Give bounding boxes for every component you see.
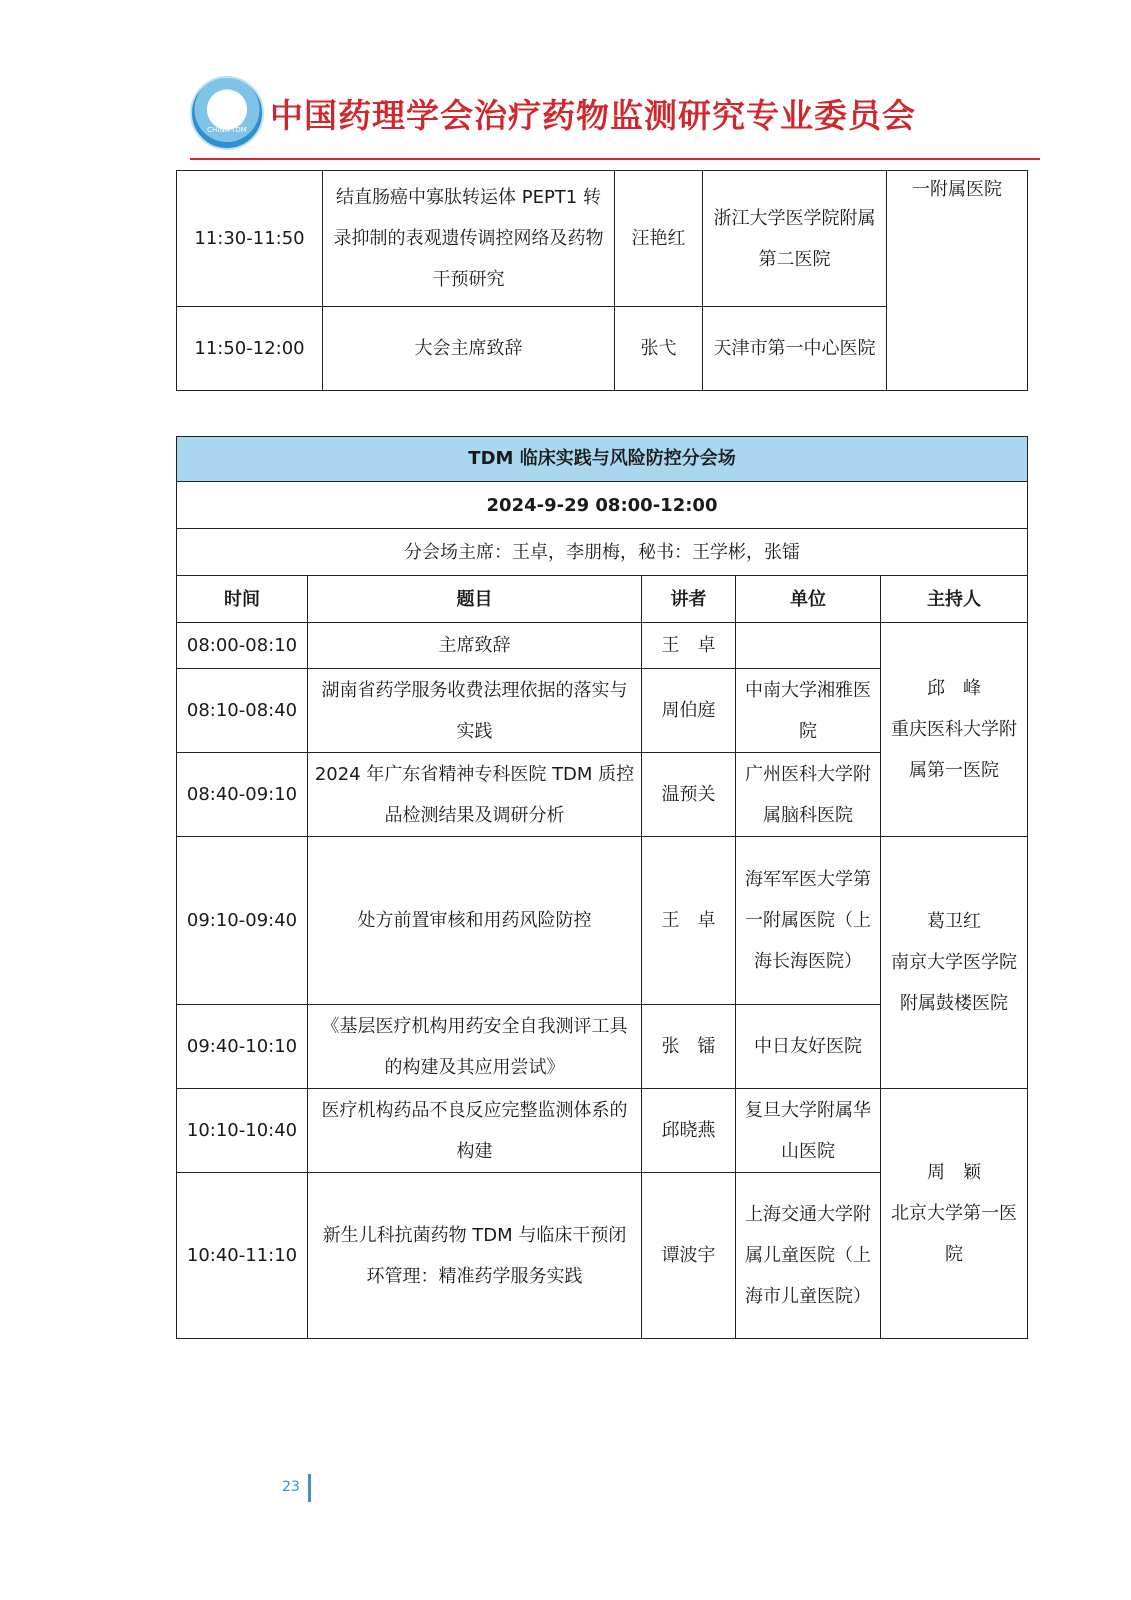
unit-cell: 复旦大学附属华山医院 [736, 1089, 881, 1173]
topic-cell: 结直肠癌中寡肽转运体 PEPT1 转录抑制的表观遗传调控网络及药物干预研究 [323, 171, 615, 307]
host-name: 周 颖 [927, 1162, 981, 1183]
unit-cell [736, 623, 881, 669]
time-cell: 09:40-10:10 [177, 1005, 308, 1089]
session-chairs-row [177, 529, 1028, 576]
session-title: TDM 临床实践与风险防控分会场 [177, 437, 1028, 482]
time-cell: 11:30-11:50 [177, 171, 323, 307]
speaker-cell: 邱晓燕 [642, 1089, 736, 1173]
header-host: 主持人 [881, 576, 1028, 623]
time-cell: 10:40-11:10 [177, 1173, 308, 1339]
host-cell: 一附属医院 [887, 171, 1028, 391]
host-unit: 重庆医科大学附属第一医院 [891, 719, 1017, 781]
column-header-row [177, 576, 1028, 623]
speaker-cell: 王 卓 [642, 623, 736, 669]
table-row [177, 171, 1028, 307]
speaker-cell: 周伯庭 [642, 669, 736, 753]
time-cell: 09:10-09:40 [177, 837, 308, 1005]
document-header [190, 70, 1040, 160]
table-row [177, 1089, 1028, 1173]
speaker-cell: 张 镭 [642, 1005, 736, 1089]
topic-cell: 医疗机构药品不良反应完整监测体系的构建 [308, 1089, 642, 1173]
header-unit: 单位 [736, 576, 881, 623]
logo-text: CHINA-TDM [207, 126, 247, 134]
topic-cell: 主席致辞 [308, 623, 642, 669]
session-datetime: 2024-9-29 08:00-12:00 [177, 482, 1028, 529]
host-unit: 北京大学第一医院 [891, 1203, 1017, 1265]
unit-cell: 浙江大学医学院附属第二医院 [703, 171, 887, 307]
host-unit: 南京大学医学院附属鼓楼医院 [891, 952, 1017, 1014]
table-row [177, 837, 1028, 1005]
header-topic: 题目 [308, 576, 642, 623]
speaker-cell: 王 卓 [642, 837, 736, 1005]
speaker-cell: 温预关 [642, 753, 736, 837]
host-name: 邱 峰 [927, 678, 981, 699]
session-date-row [177, 482, 1028, 529]
org-title: 中国药理学会治疗药物监测研究专业委员会 [270, 96, 916, 135]
session-schedule-table [176, 436, 1028, 1339]
speaker-cell: 谭波宇 [642, 1173, 736, 1339]
unit-cell: 中日友好医院 [736, 1005, 881, 1089]
host-cell [881, 1089, 1028, 1339]
topic-cell: 《基层医疗机构用药安全自我测评工具的构建及其应用尝试》 [308, 1005, 642, 1089]
unit-cell: 上海交通大学附属儿童医院（上海市儿童医院） [736, 1173, 881, 1339]
speaker-cell: 张弋 [615, 307, 703, 391]
time-cell: 08:00-08:10 [177, 623, 308, 669]
host-name: 葛卫红 [927, 911, 981, 932]
host-cell [881, 623, 1028, 837]
session-banner-row [177, 437, 1028, 482]
unit-cell: 中南大学湘雅医院 [736, 669, 881, 753]
table-row [177, 623, 1028, 669]
topic-cell: 大会主席致辞 [323, 307, 615, 391]
session-chairs: 分会场主席：王卓，李朋梅，秘书：王学彬，张镭 [177, 529, 1028, 576]
topic-cell: 处方前置审核和用药风险防控 [308, 837, 642, 1005]
header-time: 时间 [177, 576, 308, 623]
unit-cell: 广州医科大学附属脑科医院 [736, 753, 881, 837]
schedule-table-continued [176, 170, 1028, 391]
page-number-bar [308, 1474, 311, 1502]
topic-cell: 湖南省药学服务收费法理依据的落实与实践 [308, 669, 642, 753]
topic-cell: 2024 年广东省精神专科医院 TDM 质控品检测结果及调研分析 [308, 753, 642, 837]
unit-cell: 天津市第一中心医院 [703, 307, 887, 391]
committee-logo [190, 76, 264, 150]
header-speaker: 讲者 [642, 576, 736, 623]
time-cell: 10:10-10:40 [177, 1089, 308, 1173]
header-divider [190, 158, 1040, 160]
time-cell: 08:10-08:40 [177, 669, 308, 753]
unit-cell: 海军军医大学第一附属医院（上海长海医院） [736, 837, 881, 1005]
speaker-cell: 汪艳红 [615, 171, 703, 307]
topic-cell: 新生儿科抗菌药物 TDM 与临床干预闭环管理：精准药学服务实践 [308, 1173, 642, 1339]
page-number: 23 [282, 1479, 300, 1495]
time-cell: 08:40-09:10 [177, 753, 308, 837]
time-cell: 11:50-12:00 [177, 307, 323, 391]
host-cell [881, 837, 1028, 1089]
